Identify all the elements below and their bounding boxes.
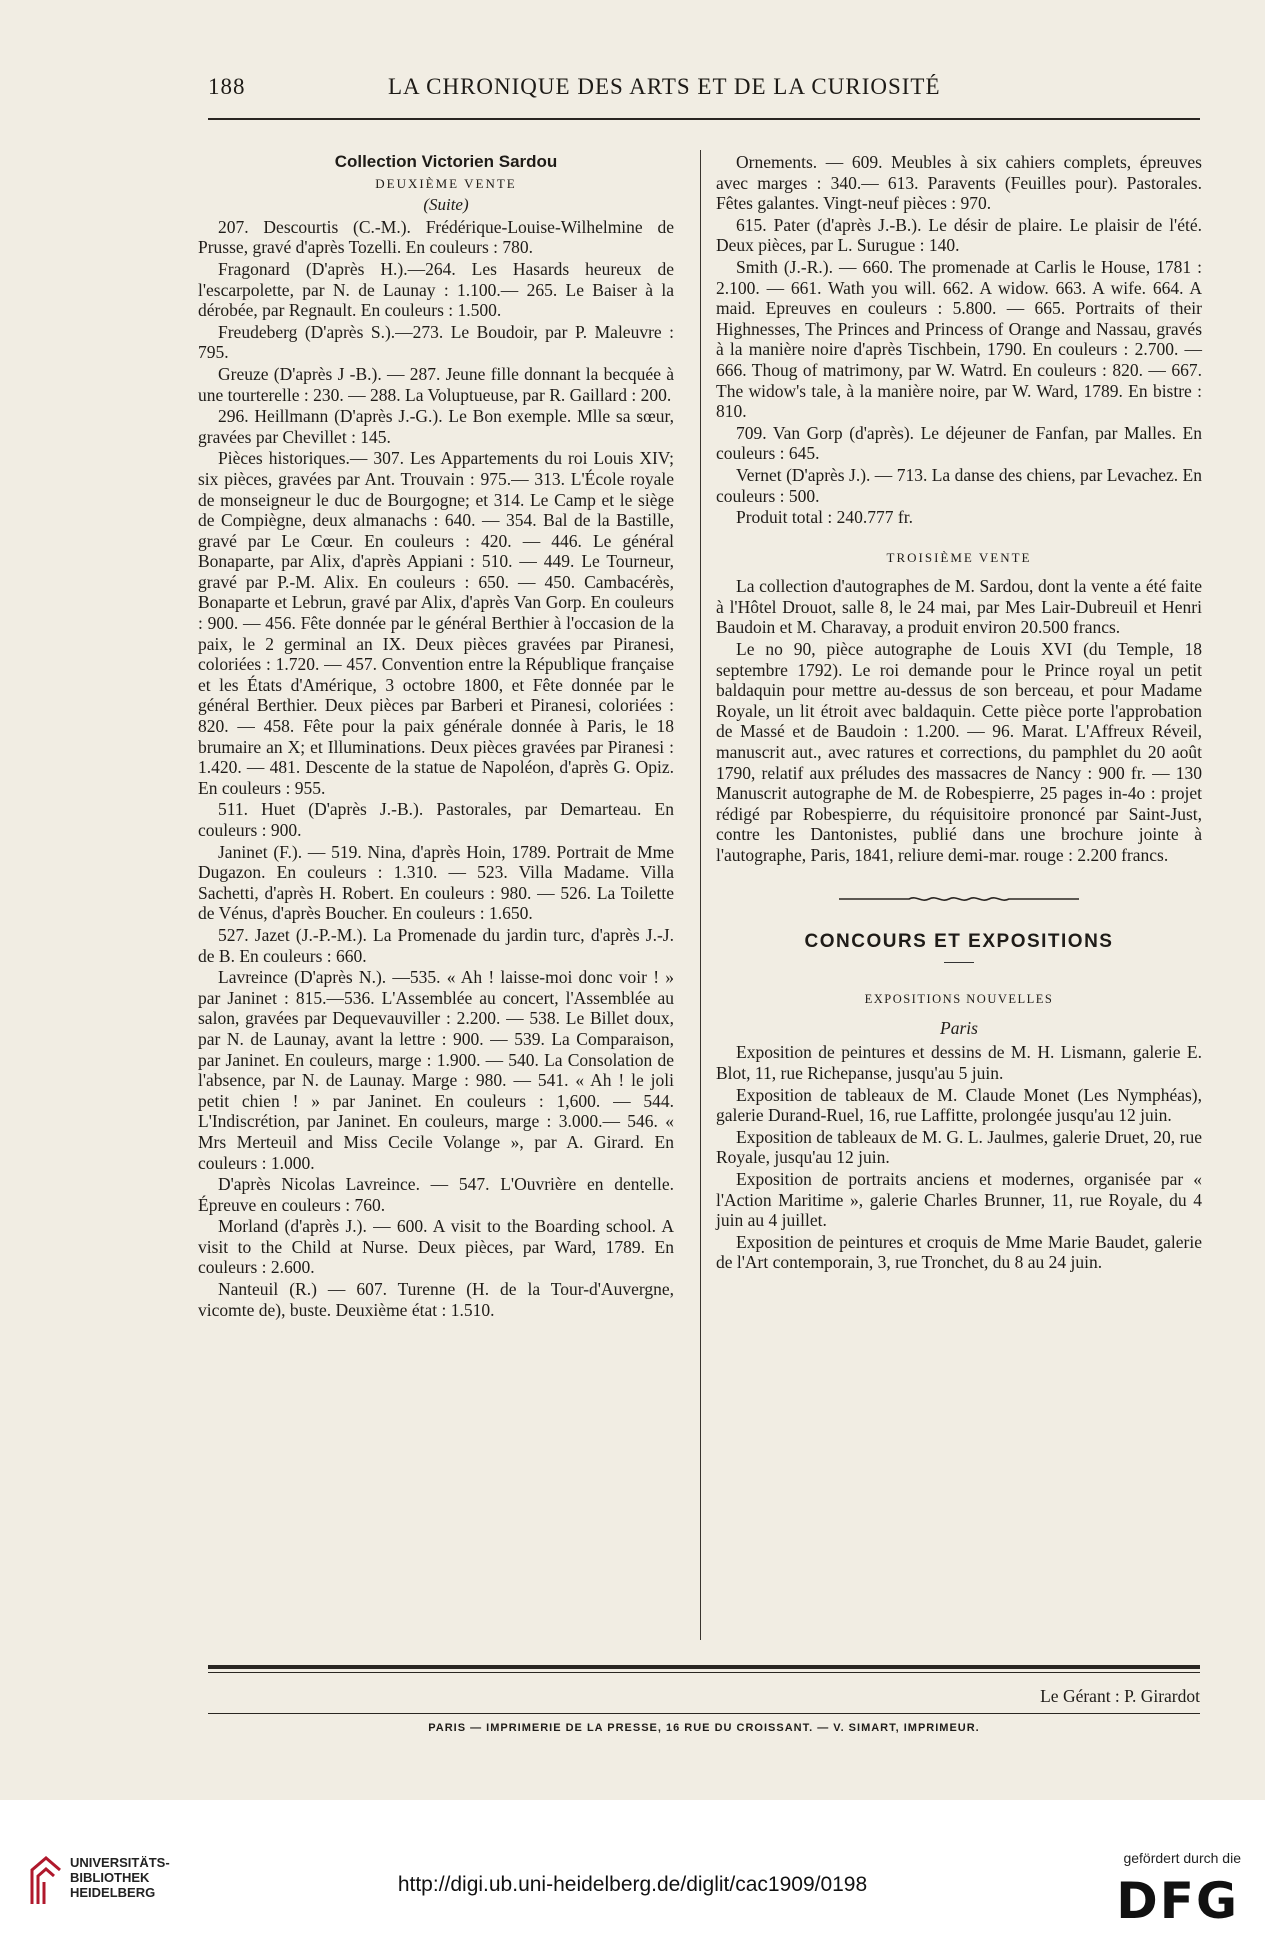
left-paragraph: Freudeberg (D'après S.).—273. Le Boudoir, par P. Maleuvre : 795.: [198, 321, 674, 363]
dfg-logo: DFG: [1116, 1872, 1239, 1930]
concours-heading: CONCOURS ET EXPOSITIONS: [804, 930, 1114, 952]
right-paragraph: 709. Van Gorp (d'après). Le déjeuner de Fanfan, par Malles. En couleurs : 645.: [716, 422, 1202, 464]
printer-rule: [208, 1713, 1200, 1714]
right-paragraph: Exposition de portraits anciens et modernes, organisée par « l'Action Maritime », galerie Charles Brunner, 11, rue Royale, du 4 juin au 4 juillet.: [716, 1168, 1202, 1231]
institution-line: HEIDELBERG: [70, 1885, 156, 1900]
column-divider: [700, 150, 701, 1640]
short-rule: [944, 962, 974, 963]
header-rule: [208, 118, 1200, 120]
left-paragraph: 207. Descourtis (C.-M.). Frédérique-Louise-Wilhelmine de Prusse, gravé d'après Tozelli. En couleurs : 780.: [198, 216, 674, 258]
left-paragraph: D'après Nicolas Lavreince. — 547. L'Ouvrière en dentelle. Épreuve en couleurs : 760.: [198, 1174, 674, 1215]
left-paragraph: Morland (d'après J.). — 600. A visit to the Boarding school. A visit to the Child at Nurse. Deux pièces, par Ward, 1789. En couleurs : 2.600.: [198, 1216, 674, 1278]
funding-text: gefördert durch die: [1123, 1850, 1241, 1866]
left-paragraph: Nanteuil (R.) — 607. Turenne (H. de la Tour-d'Auvergne, vicomte de), buste. Deuxième état : 1.510.: [198, 1279, 674, 1320]
right-paragraph: Exposition de peintures et croquis de Mme Marie Baudet, galerie de l'Art contemporain, 3, rue Tronchet, du 8 au 24 juin.: [716, 1231, 1202, 1273]
left-paragraph: Janinet (F.). — 519. Nina, d'après Hoin, 1789. Portrait de Mme Dugazon. En couleurs : 1.310. — 523. Villa Madame. Villa Sachetti, d'après H. Robert. En couleurs : 980. — 526. La Toilette de Vénus, d'après Boucher. En couleurs : 1.650.: [198, 841, 674, 924]
left-paragraph: Pièces historiques.— 307. Les Appartements du roi Louis XIV; six pièces, gravées par Ant. Trouvain : 975.— 313. L'École royale de monseigneur le duc de Bourgogne; et 314. Le Camp et le siège de Compiègne, deux almanachs : 640. — 354. Bal de la Bastille, gravé par Le Cœur. En couleurs : 420. — 446. Le général Bonaparte, par Alix, d'après Appiani : 510. — 449. Le Tourneur, gravé par P.-M. Alix. En couleurs : 650. — 450. Cambacérès, Bonaparte et Lebrun, gravé par Alix, d'après Van Gorp. En couleurs : 900. — 456. Fête donnée par le général Berthier à l'occasion de la paix, le 2 germinal an IX. Deux pièces gravées par Piranesi, coloriées : 1.720. — 457. Convention entre la République française et les États d'Amérique, 3 octobre 1800, et Fête donnée par le général Berthier. Deux pièces par Barberi et Piranesi, coloriées : 820. — 458. Fête pour la paix générale donnée à Paris, le 18 brumaire an X; et Illuminations. Deux pièces gravées par Piranesi : 1.420. — 481. Descente de la statue de Napoléon, d'après G. Opiz. En couleurs : 955.: [198, 448, 674, 798]
page-number: 188: [208, 74, 246, 99]
right-paragraph: Smith (J.-R.). — 660. The promenade at Carlis le House, 1781 : 2.100. — 661. Wath you will. 662. A widow. 663. A wife. 664. A maid. Epreuves en couleurs : 5.800. — 665. Portraits of their Highnesses, The Princes and Princess of Orange and Nassau, gravés à la manière noire d'après Tischbein, 1790. En couleurs : 2.700. — 666. Thoug of matrimony, par W. Watrd. En couleurs : 820. — 667. The widow's tale, à la manière noire, par W. Ward, 1789. En bistre : 810.: [716, 256, 1202, 422]
left-paragraph: 511. Huet (D'après J.-B.). Pastorales, par Demarteau. En couleurs : 900.: [198, 799, 674, 840]
suite-label: (Suite): [423, 195, 469, 215]
permalink-url[interactable]: http://digi.ub.uni-heidelberg.de/diglit/cac1909/0198: [397, 1873, 868, 1896]
printer-line: PARIS — IMPRIMERIE DE LA PRESSE, 16 RUE DU CROISSANT. — V. SIMART, IMPRIMEUR.: [428, 1722, 980, 1734]
sale-subtitle: DEUXIÈME VENTE: [375, 175, 517, 191]
library-footer-bar: [0, 1800, 1265, 1937]
right-paragraph: Vernet (D'après J.). — 713. La danse des chiens, par Levachez. En couleurs : 500.: [716, 464, 1202, 506]
left-paragraph: 527. Jazet (J.-P.-M.). La Promenade du jardin turc, d'après J.-J. de B. En couleurs : 660.: [198, 924, 674, 966]
left-paragraph: Greuze (D'après J -B.). — 287. Jeune fille donnant la becquée à une tourterelle : 230. — 288. La Voluptueuse, par R. Gaillard : 200.: [198, 363, 674, 405]
troisieme-vente-heading: TROISIÈME VENTE: [886, 549, 1032, 565]
right-paragraph: 615. Pater (d'après J.-B.). Le désir de plaire. Le plaisir de l'été. Deux pièces, par L. Surugue : 140.: [716, 214, 1202, 256]
right-paragraph: Exposition de tableaux de M. Claude Monet (Les Nymphéas), galerie Durand-Ruel, 16, rue Laffitte, prolongée jusqu'au 12 juin.: [716, 1084, 1202, 1126]
right-paragraph: Exposition de peintures et dessins de M. H. Lismann, galerie E. Blot, 11, rue Richepanse, jusqu'au 5 juin.: [716, 1042, 1202, 1083]
running-title: LA CHRONIQUE DES ARTS ET DE LA CURIOSITÉ: [388, 74, 941, 99]
gerant-line: Le Gérant : P. Girardot: [1040, 1686, 1200, 1706]
left-paragraph: 296. Heillmann (D'après J.-G.). Le Bon exemple. Mlle sa sœur, gravées par Chevillet : 145.: [198, 406, 674, 447]
collection-title: Collection Victorien Sardou: [334, 152, 558, 171]
expositions-heading: EXPOSITIONS NOUVELLES: [864, 992, 1054, 1007]
paris-label: Paris: [940, 1017, 978, 1038]
right-paragraph: Le no 90, pièce autographe de Louis XVI (du Temple, 18 septembre 1792). Le roi demande pour le Prince royal un petit baldaquin pour mettre au-dessus de son berceau, et pour Madame Royale, un lit étroit avec baldaquin. Cette pièce porte l'approbation de Massé et de Baudoin : 1.200. — 96. Marat. L'Affreux Réveil, manuscrit aut., avec ratures et corrections, du pamphlet du 20 août 1790, relatif aux préludes des massacres de Nancy : 900 fr. — 130 Manuscrit autographe de M. de Robespierre, 25 pages in-4o : projet rédigé par Robespierre, du réquisitoire prononcé par Saint-Just, contre les Dantonistes, publié dans une brochure jointe à l'autographe, Paris, 1841, reliure demi-mar. rouge : 2.200 francs.: [716, 639, 1202, 865]
right-paragraph: Ornements. — 609. Meubles à six cahiers complets, épreuves avec marges : 340.— 613. Paravents (Feuilles pour). Pastorales. Fêtes galantes. Vingt-neuf pièces : 970.: [716, 152, 1202, 214]
left-column: [198, 152, 674, 1321]
ornament-divider-icon: [839, 892, 1079, 906]
right-paragraph: Produit total : 240.777 fr.: [736, 507, 913, 528]
footer-rule-thick: [208, 1665, 1200, 1669]
left-paragraph: Fragonard (D'après H.).—264. Les Hasards heureux de l'escarpolette, par N. de Launay : 1.100.— 265. Le Baiser à la dérobée, par Regnault. En couleurs : 1.500.: [198, 258, 674, 321]
footer-rule-thin: [208, 1672, 1200, 1673]
right-paragraph: Exposition de tableaux de M. G. L. Jaulmes, galerie Druet, 20, rue Royale, jusqu'au 12 juin.: [716, 1126, 1202, 1168]
right-paragraph: La collection d'autographes de M. Sardou, dont la vente a été faite à l'Hôtel Drouot, salle 8, le 24 mai, par Mes Lair-Dubreuil et Henri Baudoin et M. Charavay, a produit environ 20.500 francs.: [716, 576, 1202, 638]
right-column: [716, 152, 1202, 1274]
running-header: [208, 74, 1208, 114]
left-paragraph: Lavreince (D'après N.). —535. « Ah ! laisse-moi donc voir ! » par Janinet : 815.—536. L'Assemblée au concert, l'Assemblée au salon, gravées par Dequevauviller : 2.200. — 538. Le Billet doux, par N. de Launay, avant la lettre : 900. — 539. La Comparaison, par Janinet. En couleurs, marge : 1.900. — 540. La Consolation de l'absence, par N. de Launay. Marge : 980. — 541. « Ah ! le joli petit chien ! » par Janinet. En couleurs : 1,600. — 544. L'Indiscrétion, par Janinet. En couleurs, marge : 3.000.— 546. « Mrs Merteuil and Miss Cecile Volange », par A. Girard. En couleurs : 1.000.: [198, 967, 674, 1173]
institution-line: BIBLIOTHEK: [70, 1870, 150, 1885]
institution-line: UNIVERSITÄTS-: [70, 1855, 170, 1870]
